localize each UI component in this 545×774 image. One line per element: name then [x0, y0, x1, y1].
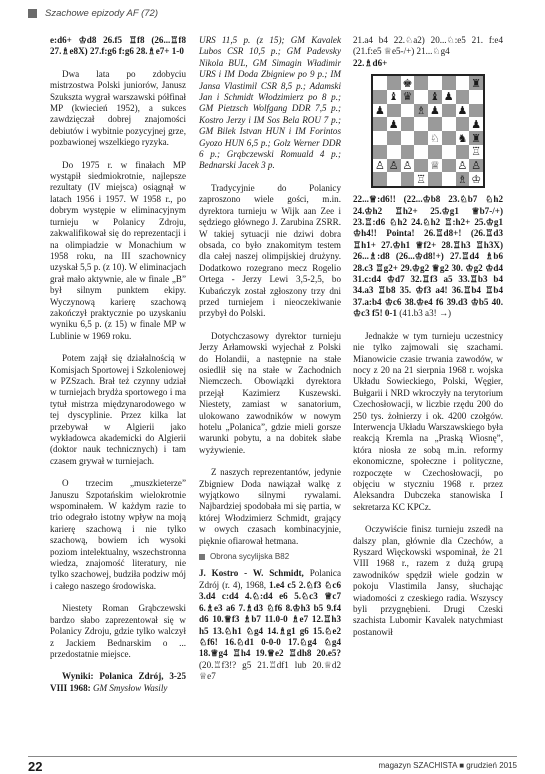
column-2 [199, 35, 341, 683]
chess-piece-square: ♘ [429, 131, 440, 145]
footer-publication: magazyn SZACHISTA ■ grudzień 2015 [378, 761, 517, 770]
moves-text-bold: 22.♗d6+ [353, 57, 388, 68]
paragraph: Tradycyjnie do Polanicy zaproszono wiele gości, m.in. dyrektora turnieju w Wijk aan Zee i sędziego głównego J. Zarubina ZSRR. W takiej sytuacji nie dziwi dobra obsada, co było znakomitym testem dla całej naszej olimpijskiej drużyny. Dodatkowo rozegrano mecz Rogelio Ortega - Jerzy Lewi 3,5-2,5, bo Kubańczyk został zgłoszony trzy dni przed turniejem i nieoczekiwanie przybył do Polski. [199, 182, 341, 319]
issue-date: grudzień 2015 [466, 761, 517, 770]
game-place: Polanica Zdrój (r. 4), 1968, [199, 568, 342, 590]
chess-piece-square: ♙ [388, 159, 399, 173]
chess-piece-square: ♖ [416, 172, 427, 186]
results-continuation: URS 11,5 p. (z 15); GM Kavalek Lubos CSR 10,5 p.; GM Padevsky Nikola BUL, GM Simagin Władimir URS i IM Doda Zbigniew po 9 p.; IM Jansa Vlastimil CSR 8,5 p.; Adamski Jan i Schmidt Włodzimierz po 8 p.; GM Pietzsch Wolfgang DDR 7,5 p.; Kostro Jerzy i IM Sos Bela ROU 7 p.; GM Bilek Istvan HUN i IM Forintos Gyozo HUN 6,5 p.; Golz Werner DDR 6 p.; Grąbczewski Romuald 4 p.; Bednarski Jacek 3 p. [199, 35, 341, 171]
chess-piece-square: ♟ [443, 90, 454, 104]
paragraph: Potem zajął się działalnością w Komisjach Sportowej i Szkoleniowej w PZSzach. Brał też czynny udział w turniejach brydża sportowego i ma tytuł mistrza międzynarodowego w tej dyscyplinie. Przez kilka lat przebywał w Algierii jako wykładowca akademicki do Algierii (doktor nauk technicznych) i tam czasem grywał w turniejach. [50, 353, 186, 466]
board-square [401, 172, 415, 186]
board-square [414, 117, 428, 131]
chess-piece-square: ♝ [429, 90, 440, 104]
moves-text: 21.a4 b4 22.♘a2) 20...♘:e5 21. f:e4 (21.f:e5 ♕e5-/+) 21...♘g4 [353, 35, 503, 57]
board-square [456, 145, 470, 159]
chess-piece-square: ♙ [402, 159, 413, 173]
board-square [373, 117, 387, 131]
header-square-icon [28, 9, 37, 18]
chess-piece-square: ♞ [457, 131, 468, 145]
board-square [442, 117, 456, 131]
chess-piece-square: ♚ [402, 76, 413, 90]
board-square [373, 145, 387, 159]
board-square [442, 76, 456, 90]
key-move: 22...♕:d6!! [353, 194, 396, 205]
board-square [442, 172, 456, 186]
board-square [428, 172, 442, 186]
board-square [442, 159, 456, 173]
chess-piece-square: ♟ [388, 117, 399, 131]
chess-piece-square: ♟ [471, 117, 482, 131]
chess-piece-square: ♖ [471, 145, 482, 159]
chess-piece-square: ♙ [457, 159, 468, 173]
board-square [387, 131, 401, 145]
board-square [456, 90, 470, 104]
results-text: GM Smysłow Wasily [92, 682, 168, 693]
paragraph: Do 1975 r. w finałach MP wystąpił siedmiokrotnie, najlepsze rezultaty (IV miejsca) osiągnął w latach 1956 i 1957. W 1958 r., po dobrym występie w eliminacyjnym turnieju w Polanicy Zdroju, zakwalifikował się do reprezentacji i na olimpiadzie w Monachium w 1958 roku, na III szachownicy uzyskał 5,5 p. (z 10). W eliminacjach grał mało aktywnie, ale w finale „B” był silnym punktem ekipy. Wyczynową karierę szachową zakończył praktycznie po uzyskaniu wyniku 6,5 p. (z 15) w finale MP w Lublinie w 1969 roku. [50, 159, 186, 341]
paragraph: Dwa lata po zdobyciu mistrzostwa Polski juniorów, Janusz Szukszta wygrał warszawski półfinał MP (kwiecień 1952), a sukces zawdzięczał dobrej znajomości debiutów i wybitnie pozycyjnej grze, pozbawionej wszelkiego ryzyka. [50, 68, 186, 148]
board-square [428, 117, 442, 131]
header-title: Szachowe epizody AF (72) [45, 8, 159, 19]
moves-continuation: e:d6+ ♔d8 26.f5 ♖f8 (26...♖f8 27.♗e8X) 27.f:g6 f:g6 28.♗e7+ 1-0 [50, 35, 186, 57]
chess-piece-square: ♙ [374, 159, 385, 173]
moves-continuation [353, 35, 503, 69]
opening-caption [199, 551, 341, 562]
magazine-name: magazyn SZACHISTA [378, 761, 457, 770]
board-square [456, 117, 470, 131]
board-square [428, 145, 442, 159]
chess-piece-square: ♕ [429, 159, 440, 173]
board-square [373, 76, 387, 90]
board-square [387, 76, 401, 90]
paragraph: O trzecim „muszkieterze” Januszu Szpotańskim wielokrotnie wspominałem. W każdym razie to trio odegrało istotny wpływ na moją karierę szachową i nie tylko szachową, bowiem ich wysoki poziom intelektualny, wszechstronna wiedza, znajomość literatury, nie tylko szachowej, budziła podziw mój i całego naszego środowiska. [50, 478, 186, 591]
chess-piece-square: ♟ [457, 104, 468, 118]
column-3 [353, 35, 503, 638]
board-square [442, 131, 456, 145]
board-square [401, 117, 415, 131]
board-square [414, 90, 428, 104]
board-square [414, 145, 428, 159]
board-square [387, 145, 401, 159]
game-continuation [353, 194, 503, 319]
chess-piece-square: ♟ [374, 104, 385, 118]
chess-piece-square: ♗ [457, 172, 468, 186]
board-square [373, 131, 387, 145]
board-square [428, 76, 442, 90]
caption-text: Obrona sycylijska B82 [210, 552, 290, 562]
chess-piece-square: ♔ [471, 172, 482, 186]
board-square [401, 104, 415, 118]
board-square [387, 104, 401, 118]
board-square [373, 90, 387, 104]
game-note: (20.♖f3!? g5 21.♖df1 lub 20.♕d2 ♕e7 [199, 659, 341, 682]
board-square [414, 131, 428, 145]
results-heading: Wyniki: Polanica Zdrój, 3-25 VIII 1968: [50, 671, 186, 693]
board-square [414, 76, 428, 90]
chess-piece-square: ♛ [402, 90, 413, 104]
moves-text: (22...♔b8 23.♘b7 ♘h2 24.♔h2 ♖h2+ 25.♔g1 ♕b7-/+) 23.♖:d6 ♘h2 24.♘h2 ♖:h2+ 25.♔g1 ♔h4!! Pointa! 26.♖d8+! (26.♖d3 ♖h1+ 27.♔h1 ♕f2+ 28.♖h3 ♖h3X) 26...♗:d8 (26...♔d8!+) 27.♖d4 ♗b6 28.c3 ♖g2+ 29.♔g2 ♕g2 30. ♔g2 ♔d4 31.c:d4 ♔d7 32.♖f3 a5 33.♖b3 b4 34.a3 ♖b8 35. ♔f3 a4! 36.♖b4 ♖b4 37.a:b4 ♔c6 38.♔e4 f6 39.d3 ♔b5 40. ♔c3 f5! 0-1 [353, 194, 503, 319]
board-square [387, 172, 401, 186]
board-square [401, 145, 415, 159]
board-square [442, 145, 456, 159]
chess-piece-square: ♝ [388, 90, 399, 104]
game-score [199, 568, 341, 682]
chess-piece-square: ♜ [471, 131, 482, 145]
board-square [414, 159, 428, 173]
page-number: 22 [28, 759, 43, 774]
chess-piece-square: ♙ [471, 159, 482, 173]
column-1 [50, 35, 186, 694]
board-square [401, 131, 415, 145]
board-square [469, 90, 483, 104]
game-players: J. Kostro - W. Schmidt, [199, 568, 304, 579]
moves-note: (41.b3 a3! →) [399, 308, 452, 319]
footer-rule [28, 756, 517, 757]
chess-piece-square: ♟ [429, 104, 440, 118]
board-square [442, 104, 456, 118]
board-square [373, 172, 387, 186]
results-paragraph [50, 671, 186, 694]
page-header [28, 8, 158, 19]
paragraph: Jednakże w tym turnieju uczestnicy nie tylko zajmowali się szachami. Mianowicie czasie trwania zawodów, w nocy z 20 na 21 sierpnia 1968 r. wojska Układu Sowieckiego, Polski, Węgier, Bułgarii i NRD wkroczyły na terytorium Czechosłowacji, w liczbie rzędu 200 do 250 tys. żołnierzy i ok. 4200 czołgów. Interwencja Układu Warszawskiego była reakcją Kremla na „Praską Wiosnę”, która niosła ze sobą m.in. reformy ekonomiczne, społeczne i polityczne, rozpoczęte w Czechosłowacji, po objęciu w styczniu 1968 r. przez Aleksandra Dubczeka stanowiska I sekretarza KC KPCz. [353, 330, 503, 512]
board-square [469, 104, 483, 118]
board-square [456, 76, 470, 90]
paragraph: Niestety Roman Grąbczewski bardzo słabo zaprezentował się w Polanicy Zdroju, gdzie tylko walczył z Jackiem Bednarskim o ... przedostatnie miejsce. [50, 603, 186, 659]
paragraph: Z naszych reprezentantów, jedynie Zbigniew Doda nawiązał walkę z wyjątkowo silnymi rywalami. Najbardziej spodobała mi się partia, w której Włodzimierz Schmidt, grający w owych czasach kombinacyjnie, pięknie ofiarował hetmana. [199, 467, 341, 546]
paragraph: Dotychczasowy dyrektor turnieju Jerzy Arłamowski wyjechał z Polski do Holandii, a następnie na stałe osiedlił się na stałe w Zachodnich Niemczech. Obowiązki dyrektora przejął Kazimierz Kuszewski. Niestety, zamiast w sanatorium, ulokowano zawodników w nowym hotelu „Polanica”, gdzie mieli gorsze warunki pobytu, a na dobitek słabe wyżywienie. [199, 330, 341, 455]
chess-piece-square: ♗ [416, 104, 427, 118]
game-moves: 1.e4 c5 2.♘f3 ♘c6 3.d4 c:d4 4.♘:d4 e6 5.♘c3 ♕c7 6.♗e3 a6 7.♗d3 ♘f6 8.♔h3 b5 9.f4 d6 10.♕f3 ♗b7 11.0-0 ♗e7 12.♖h3 h5 13.♘h1 ♘g4 14.♗g1 g6 15.♘e2 ♘f6! 16.♘d1 0-0-0 17.♘g4 ♘g4 18.♕g4 ♖h4 19.♕e2 ♖dh8 20.e5? [199, 579, 341, 659]
caption-square-icon [199, 554, 205, 560]
paragraph: Oczywiście finisz turnieju zszedł na dalszy plan, głównie dla Czechów, a Ryszard Więckowski wspominał, że 21 VIII 1968 r., razem z dużą grupą zawodników spędził wiele godzin w pokoju Vlastimila Jansy, słuchając wiadomości z czeskiego radia. Wszyscy byli przygnębieni. Drugi Czeski szachista Lubomir Kavalek natychmiast postanowił [353, 524, 503, 637]
chess-piece-square: ♜ [471, 76, 482, 90]
chess-diagram [371, 74, 485, 188]
